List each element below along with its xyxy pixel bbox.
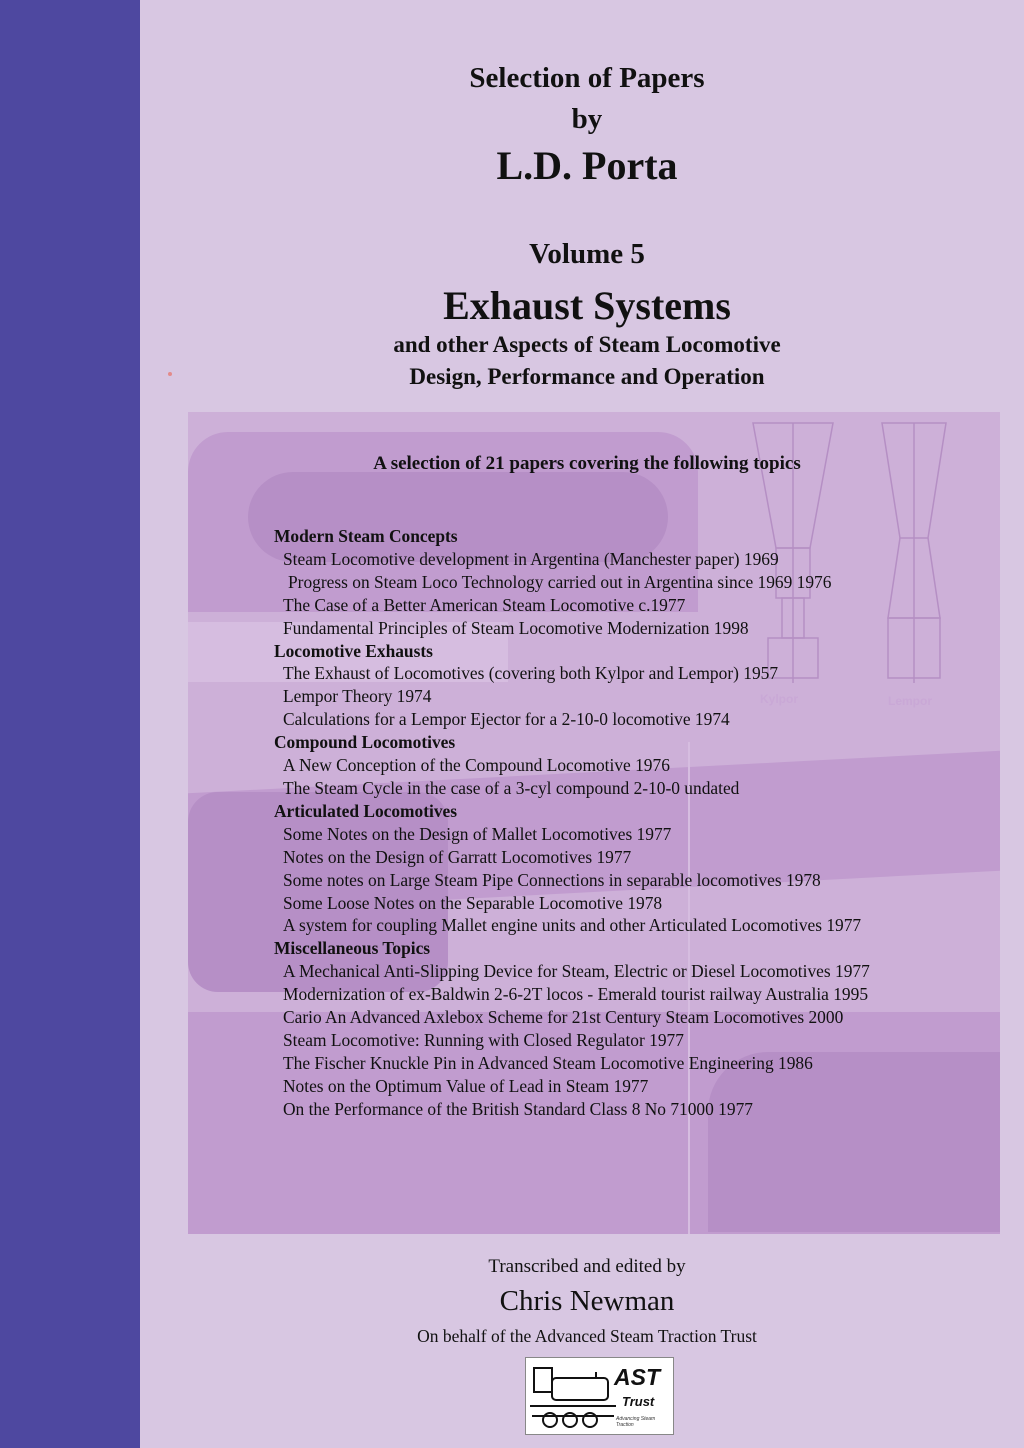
toc-paper: Modernization of ex-Baldwin 2-6-2T locos - Emerald tourist railway Australia 1995 [283,984,869,1005]
toc-paper: Notes on the Design of Garratt Locomotives 1977 [283,846,632,867]
locomotive-icon [530,1364,616,1430]
toc-paper: Some Loose Notes on the Separable Locomotive 1978 [283,892,663,913]
subtitle-line-2: Design, Performance and Operation [409,364,765,389]
toc-paper: Cario An Advanced Axlebox Scheme for 21st Century Steam Locomotives 2000 [283,1007,844,1028]
series-title: Selection of Papers [469,62,705,94]
toc-paper: A New Conception of the Compound Locomotive 1976 [283,755,670,776]
decorative-dot [168,372,172,376]
kylpor-label: Kylpor [760,692,799,706]
author-name: L.D. Porta [496,143,678,188]
by-line: by [571,103,603,135]
ast-trust-logo [525,1357,674,1435]
toc-paper: The Steam Cycle in the case of a 3-cyl compound 2-10-0 undated [283,777,740,798]
logo-tagline: Advancing Steam Traction [616,1416,656,1428]
toc-category: Articulated Locomotives [274,800,458,821]
toc-category: Locomotive Exhausts [274,640,433,661]
toc-paper: Notes on the Optimum Value of Lead in Steam 1977 [283,1075,649,1096]
publisher-line: On behalf of the Advanced Steam Traction Trust [417,1326,757,1346]
volume-number: Volume 5 [529,238,645,270]
toc-paper: Calculations for a Lempor Ejector for a 2-10-0 locomotive 1974 [283,709,730,730]
toc-paper: Lempor Theory 1974 [283,686,432,707]
toc-category: Compound Locomotives [274,732,456,753]
subtitle-line-1: and other Aspects of Steam Locomotive [393,332,781,357]
toc-paper: The Fischer Knuckle Pin in Advanced Steam Locomotive Engineering 1986 [283,1052,813,1073]
toc-category: Miscellaneous Topics [274,938,431,959]
toc-paper: Fundamental Principles of Steam Locomotive Modernization 1998 [283,617,749,638]
book-title: Exhaust Systems [443,283,731,328]
lempor-label: Lempor [888,694,933,708]
logo-ast-text: AST [614,1364,660,1390]
toc-paper: A system for coupling Mallet engine units and other Articulated Locomotives 1977 [283,915,862,936]
cover-spine [0,0,140,1448]
toc-paper: The Case of a Better American Steam Locomotive c.1977 [283,594,686,615]
toc-paper: Progress on Steam Loco Technology carried out in Argentina since 1969 1976 [288,571,832,592]
toc-category: Modern Steam Concepts [274,526,458,546]
toc-paper: Steam Locomotive development in Argentina (Manchester paper) 1969 [283,548,779,569]
contents-intro: A selection of 21 papers covering the following topics [373,453,801,474]
toc-paper: Steam Locomotive: Running with Closed Regulator 1977 [283,1029,684,1050]
toc-paper: On the Performance of the British Standard Class 8 No 71000 1977 [283,1098,753,1119]
logo-trust-text: Trust [622,1394,655,1409]
credit-line: Transcribed and edited by [488,1256,686,1277]
toc-paper: The Exhaust of Locomotives (covering both Kylpor and Lempor) 1957 [283,663,779,684]
toc-paper: Some Notes on the Design of Mallet Locomotives 1977 [283,823,672,844]
toc-paper: Some notes on Large Steam Pipe Connections in separable locomotives 1978 [283,869,821,890]
editor-name: Chris Newman [499,1285,675,1317]
table-of-contents [274,525,994,1121]
toc-paper: A Mechanical Anti-Slipping Device for Steam, Electric or Diesel Locomotives 1977 [283,961,870,982]
